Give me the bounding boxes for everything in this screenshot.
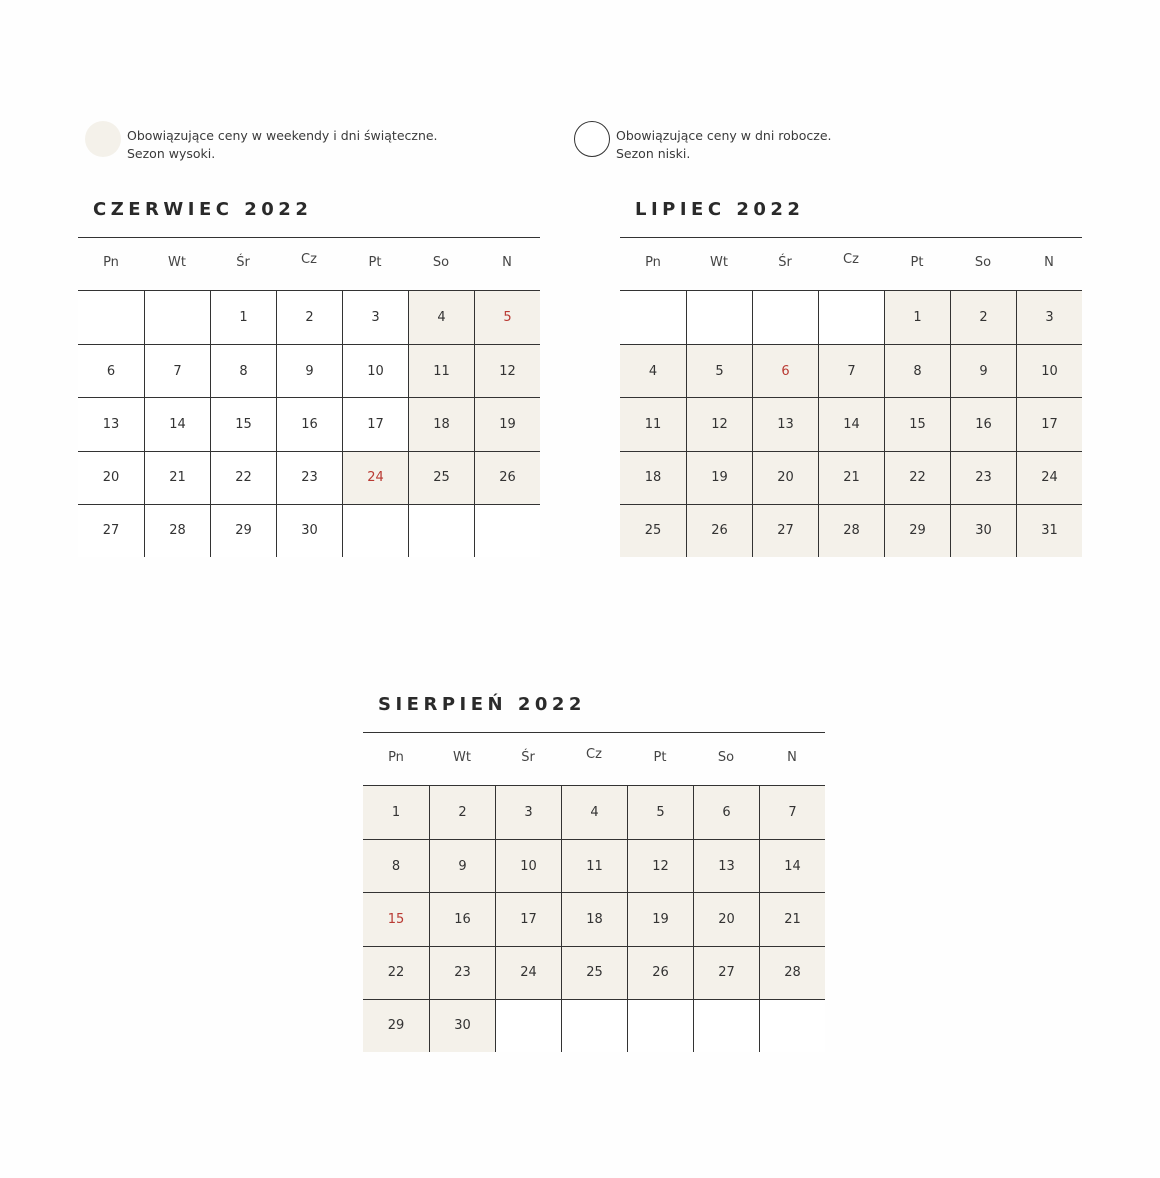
day-cell: 14	[759, 839, 825, 892]
weekday-label: Śr	[236, 255, 250, 270]
empty-day-cell	[144, 291, 210, 344]
empty-day-cell	[686, 291, 752, 344]
weekday-label: Pt	[653, 750, 667, 765]
weekday-label: Cz	[586, 747, 602, 762]
day-cell: 28	[759, 946, 825, 999]
day-cell: 19	[686, 451, 752, 504]
day-cell: 28	[818, 504, 884, 557]
day-cell: 22	[884, 451, 950, 504]
weekday-label: N	[787, 750, 797, 765]
empty-day-cell	[818, 291, 884, 344]
day-cell: 2	[429, 786, 495, 839]
legend-high-season	[85, 121, 438, 163]
weekday-label: Wt	[710, 255, 728, 270]
day-cell: 17	[342, 397, 408, 450]
weekday-label: Pn	[645, 255, 661, 270]
day-cell: 21	[144, 451, 210, 504]
day-cell: 7	[144, 344, 210, 397]
day-cell: 12	[686, 397, 752, 450]
day-cell: 27	[752, 504, 818, 557]
day-cell: 20	[693, 892, 759, 945]
weekday-label: N	[502, 255, 512, 270]
empty-day-cell	[474, 504, 540, 557]
day-cell: 24	[342, 451, 408, 504]
empty-day-cell	[752, 291, 818, 344]
day-cell: 5	[686, 344, 752, 397]
day-cell: 24	[495, 946, 561, 999]
legend-low-text	[616, 121, 831, 163]
day-cell: 9	[950, 344, 1016, 397]
day-cell: 17	[1016, 397, 1082, 450]
day-grid	[363, 786, 825, 1052]
day-cell: 18	[408, 397, 474, 450]
day-cell: 28	[144, 504, 210, 557]
weekday-label: So	[717, 750, 735, 765]
weekday-label: Wt	[453, 750, 471, 765]
day-cell: 15	[884, 397, 950, 450]
day-cell: 31	[1016, 504, 1082, 557]
legend-low-line2: Sezon niski.	[616, 146, 691, 161]
legend-high-line2: Sezon wysoki.	[127, 146, 216, 161]
day-cell: 11	[408, 344, 474, 397]
day-cell: 9	[429, 839, 495, 892]
day-cell: 14	[818, 397, 884, 450]
day-cell: 5	[474, 291, 540, 344]
low-season-swatch	[574, 121, 610, 157]
day-cell: 6	[78, 344, 144, 397]
day-cell: 13	[752, 397, 818, 450]
calendar-title: LIPIEC 2022	[635, 199, 805, 220]
day-cell: 4	[408, 291, 474, 344]
day-cell: 27	[78, 504, 144, 557]
day-cell: 19	[627, 892, 693, 945]
day-cell: 25	[561, 946, 627, 999]
day-cell: 4	[561, 786, 627, 839]
day-cell: 3	[342, 291, 408, 344]
day-cell: 20	[78, 451, 144, 504]
day-cell: 15	[363, 892, 429, 945]
day-cell: 1	[884, 291, 950, 344]
day-cell: 23	[950, 451, 1016, 504]
day-cell: 23	[276, 451, 342, 504]
title-divider	[363, 732, 825, 733]
empty-day-cell	[78, 291, 144, 344]
legend-low-season	[574, 121, 831, 163]
day-cell: 21	[818, 451, 884, 504]
empty-day-cell	[627, 999, 693, 1052]
empty-day-cell	[620, 291, 686, 344]
day-cell: 16	[429, 892, 495, 945]
day-cell: 14	[144, 397, 210, 450]
day-cell: 25	[408, 451, 474, 504]
day-cell: 4	[620, 344, 686, 397]
day-cell: 11	[561, 839, 627, 892]
empty-day-cell	[693, 999, 759, 1052]
weekday-label: Śr	[521, 750, 535, 765]
day-cell: 15	[210, 397, 276, 450]
day-cell: 30	[950, 504, 1016, 557]
day-cell: 1	[210, 291, 276, 344]
legend-high-line1: Obowiązujące ceny w weekendy i dni świąteczne.	[127, 128, 438, 143]
empty-day-cell	[561, 999, 627, 1052]
empty-day-cell	[495, 999, 561, 1052]
weekday-header	[363, 747, 825, 770]
day-cell: 7	[818, 344, 884, 397]
day-grid	[620, 291, 1082, 557]
day-cell: 12	[474, 344, 540, 397]
weekday-label: Pt	[368, 255, 382, 270]
empty-day-cell	[342, 504, 408, 557]
weekday-label: Wt	[168, 255, 186, 270]
day-cell: 19	[474, 397, 540, 450]
day-cell: 18	[561, 892, 627, 945]
empty-day-cell	[408, 504, 474, 557]
calendar-title: CZERWIEC 2022	[93, 199, 313, 220]
empty-day-cell	[759, 999, 825, 1052]
day-cell: 20	[752, 451, 818, 504]
day-cell: 13	[78, 397, 144, 450]
day-cell: 8	[210, 344, 276, 397]
weekday-label: Pn	[388, 750, 404, 765]
title-divider	[78, 237, 540, 238]
day-cell: 29	[884, 504, 950, 557]
day-cell: 6	[752, 344, 818, 397]
weekday-label: Cz	[301, 252, 317, 267]
day-cell: 7	[759, 786, 825, 839]
weekday-label: Cz	[843, 252, 859, 267]
day-cell: 29	[210, 504, 276, 557]
weekday-header	[620, 252, 1082, 275]
weekday-label: Śr	[778, 255, 792, 270]
day-grid	[78, 291, 540, 557]
day-cell: 6	[693, 786, 759, 839]
day-cell: 27	[693, 946, 759, 999]
day-cell: 13	[693, 839, 759, 892]
weekday-label: So	[432, 255, 450, 270]
day-cell: 26	[686, 504, 752, 557]
day-cell: 26	[474, 451, 540, 504]
day-cell: 2	[950, 291, 1016, 344]
day-cell: 17	[495, 892, 561, 945]
day-cell: 16	[950, 397, 1016, 450]
day-cell: 29	[363, 999, 429, 1052]
weekday-label: Pt	[910, 255, 924, 270]
day-cell: 10	[1016, 344, 1082, 397]
day-cell: 2	[276, 291, 342, 344]
day-cell: 21	[759, 892, 825, 945]
day-cell: 25	[620, 504, 686, 557]
weekday-label: N	[1044, 255, 1054, 270]
legend-high-text	[127, 121, 438, 163]
weekday-label: So	[974, 255, 992, 270]
day-cell: 12	[627, 839, 693, 892]
day-cell: 18	[620, 451, 686, 504]
weekday-label: Pn	[103, 255, 119, 270]
day-cell: 26	[627, 946, 693, 999]
day-cell: 5	[627, 786, 693, 839]
day-cell: 23	[429, 946, 495, 999]
day-cell: 8	[363, 839, 429, 892]
legend-low-line1: Obowiązujące ceny w dni robocze.	[616, 128, 832, 143]
day-cell: 3	[1016, 291, 1082, 344]
day-cell: 10	[342, 344, 408, 397]
day-cell: 22	[210, 451, 276, 504]
day-cell: 3	[495, 786, 561, 839]
day-cell: 9	[276, 344, 342, 397]
day-cell: 30	[276, 504, 342, 557]
title-divider	[620, 237, 1082, 238]
day-cell: 30	[429, 999, 495, 1052]
day-cell: 1	[363, 786, 429, 839]
calendar-title: SIERPIEŃ 2022	[378, 694, 586, 715]
day-cell: 16	[276, 397, 342, 450]
day-cell: 22	[363, 946, 429, 999]
day-cell: 10	[495, 839, 561, 892]
weekday-header	[78, 252, 540, 275]
day-cell: 8	[884, 344, 950, 397]
day-cell: 11	[620, 397, 686, 450]
high-season-swatch	[85, 121, 121, 157]
day-cell: 24	[1016, 451, 1082, 504]
